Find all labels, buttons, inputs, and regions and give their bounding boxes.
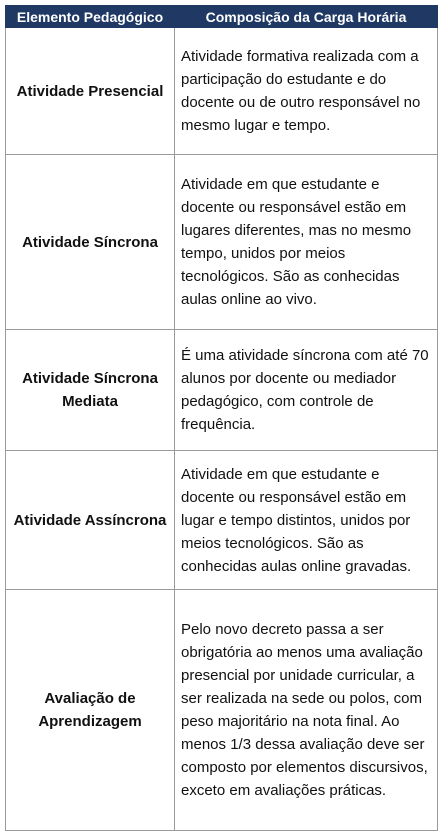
- row-label-avaliacao: Avaliação de Aprendizagem: [6, 590, 175, 831]
- row-description-sincrona: Atividade em que estudante e docente ou responsável estão em lugares diferentes, mas no mesmo tempo, unidos por meios tecnológicos. São as conhecidas aulas online ao vivo.: [175, 155, 438, 330]
- row-description-assincrona: Atividade em que estudante e docente ou responsável estão em lugar e tempo distintos, unidos por meios tecnológicos. São as conhecidas aulas online gravadas.: [175, 451, 438, 590]
- table-row-avaliacao: [6, 590, 438, 831]
- row-label-sincrona: Atividade Síncrona: [6, 155, 175, 330]
- table-header-row: [6, 6, 438, 28]
- row-description-presencial: Atividade formativa realizada com a participação do estudante e do docente ou de outro responsável no mesmo lugar e tempo.: [175, 28, 438, 155]
- table-row-sincrona-mediata: [6, 330, 438, 451]
- table-row-presencial: [6, 28, 438, 155]
- workload-table-container: [5, 5, 437, 831]
- row-label-presencial: Atividade Presencial: [6, 28, 175, 155]
- row-description-sincrona-mediata: É uma atividade síncrona com até 70 alunos por docente ou mediador pedagógico, com controle de frequência.: [175, 330, 438, 451]
- row-label-sincrona-mediata: Atividade Síncrona Mediata: [6, 330, 175, 451]
- row-description-avaliacao: Pelo novo decreto passa a ser obrigatória ao menos uma avaliação presencial por unidade curricular, a ser realizada na sede ou polos, com peso majoritário na nota final. Ao menos 1/3 dessa avaliação deve ser composto por elementos discursivos, exceto em avaliações práticas.: [175, 590, 438, 831]
- table-row-sincrona: [6, 155, 438, 330]
- row-label-assincrona: Atividade Assíncrona: [6, 451, 175, 590]
- header-pedagogical-element: Elemento Pedagógico: [6, 6, 175, 28]
- table-row-assincrona: [6, 451, 438, 590]
- workload-table: [5, 5, 438, 831]
- header-workload-composition: Composição da Carga Horária: [175, 6, 438, 28]
